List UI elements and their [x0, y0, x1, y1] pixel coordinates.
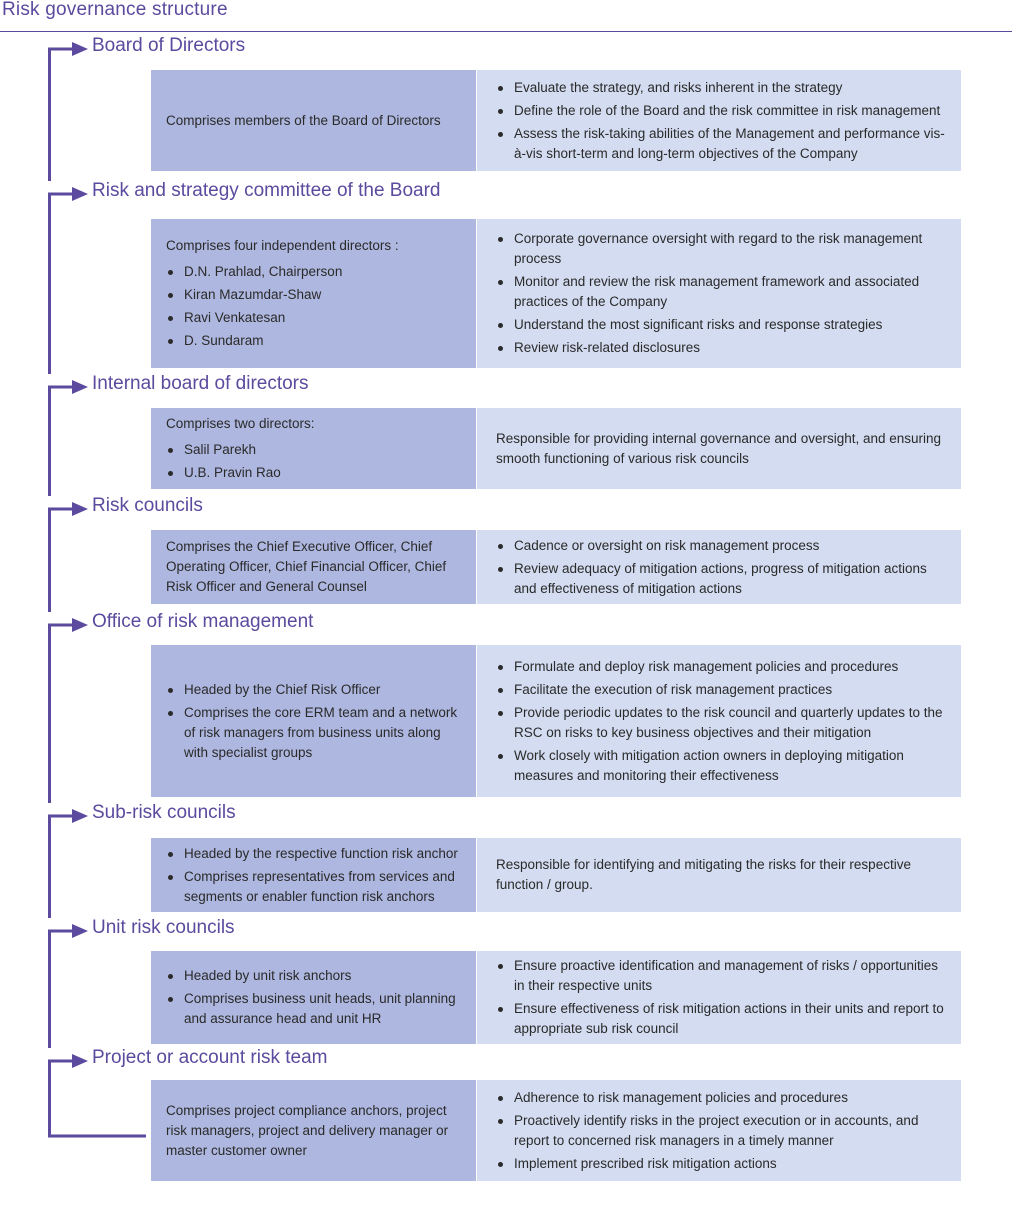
- responsibility-text: Responsible for providing internal governance and oversight, and ensuring smooth functioning of various risk councils: [496, 430, 942, 466]
- section-heading-office-of-risk-management: Office of risk management: [92, 611, 314, 632]
- responsibility-item: Cadence or oversight on risk management process: [496, 536, 947, 556]
- responsibilities-box-unit-risk-councils: [477, 951, 961, 1044]
- composition-intro: Comprises four independent directors :: [166, 237, 399, 253]
- section-heading-board-of-directors: Board of Directors: [92, 35, 246, 56]
- composition-item: Headed by the respective function risk anchor: [166, 844, 462, 864]
- responsibility-item: Provide periodic updates to the risk council and quarterly updates to the RSC on risks to key business objectives and their mitigation: [496, 703, 947, 743]
- responsibility-item: Corporate governance oversight with regard to the risk management process: [496, 229, 947, 269]
- section-heading-project-or-account-risk-team: Project or account risk team: [92, 1047, 328, 1068]
- responsibility-item: Review risk-related disclosures: [496, 338, 947, 358]
- responsibility-item: Assess the risk-taking abilities of the Management and performance vis-à-vis short-term and long-term objectives of the Company: [496, 124, 947, 164]
- responsibility-item: Adherence to risk management policies and procedures: [496, 1088, 947, 1108]
- composition-box-sub-risk-councils: [151, 838, 476, 912]
- responsibilities-box-office-of-risk-management: [477, 645, 961, 797]
- responsibilities-box-sub-risk-councils: [477, 838, 961, 912]
- connector-arrow: [48, 502, 88, 612]
- composition-item: Salil Parekh: [166, 440, 462, 460]
- connector-arrow: [48, 809, 88, 918]
- bullet-list: [166, 677, 462, 766]
- composition-text: Comprises project compliance anchors, project risk managers, project and delivery manager or master customer owner: [166, 1102, 449, 1158]
- responsibility-item: Review adequacy of mitigation actions, progress of mitigation actions and effectiveness of mitigation actions: [496, 559, 947, 599]
- composition-box-office-of-risk-management: [151, 645, 476, 797]
- composition-text: Comprises members of the Board of Directors: [166, 112, 441, 128]
- composition-item: Headed by unit risk anchors: [166, 966, 462, 986]
- responsibilities-box-risk-and-strategy-committee-of-the-board: [477, 219, 961, 368]
- section-heading-sub-risk-councils: Sub-risk councils: [92, 802, 236, 823]
- composition-box-internal-board-of-directors: [151, 408, 476, 489]
- composition-item: Comprises representatives from services and segments or enabler function risk anchors: [166, 867, 462, 907]
- responsibility-item: Define the role of the Board and the risk committee in risk management: [496, 101, 947, 121]
- composition-item: D.N. Prahlad, Chairperson: [166, 262, 462, 282]
- composition-item: Ravi Venkatesan: [166, 308, 462, 328]
- connector-arrow: [48, 187, 88, 374]
- bullet-list: [166, 437, 462, 486]
- bullet-list: [496, 75, 947, 167]
- responsibility-item: Proactively identify risks in the project execution or in accounts, and report to concerned risk managers in a timely manner: [496, 1111, 947, 1151]
- responsibilities-box-internal-board-of-directors: [477, 408, 961, 489]
- section-heading-risk-and-strategy-committee-of-the-board: Risk and strategy committee of the Board: [92, 180, 441, 201]
- responsibility-item: Ensure proactive identification and management of risks / opportunities in their respective units: [496, 956, 947, 996]
- composition-item: Comprises business unit heads, unit planning and assurance head and unit HR: [166, 989, 462, 1029]
- composition-item: Kiran Mazumdar-Shaw: [166, 285, 462, 305]
- responsibility-item: Formulate and deploy risk management policies and procedures: [496, 657, 947, 677]
- responsibility-item: Understand the most significant risks and response strategies: [496, 315, 947, 335]
- bullet-list: [496, 533, 947, 602]
- composition-box-project-or-account-risk-team: [151, 1080, 476, 1181]
- connector-arrow: [48, 618, 88, 803]
- section-heading-risk-councils: Risk councils: [92, 495, 203, 516]
- responsibilities-box-board-of-directors: [477, 70, 961, 171]
- bullet-list: [496, 953, 947, 1042]
- page-title: Risk governance structure: [2, 0, 228, 20]
- composition-box-unit-risk-councils: [151, 951, 476, 1044]
- composition-box-risk-councils: [151, 530, 476, 604]
- composition-item: Headed by the Chief Risk Officer: [166, 680, 462, 700]
- composition-item: U.B. Pravin Rao: [166, 463, 462, 483]
- bullet-list: [166, 259, 462, 354]
- bullet-list: [166, 841, 462, 910]
- connector-arrow: [48, 42, 88, 181]
- connector-arrow: [48, 924, 88, 1048]
- responsibilities-box-risk-councils: [477, 530, 961, 604]
- composition-box-board-of-directors: [151, 70, 476, 171]
- bullet-list: [496, 226, 947, 361]
- section-heading-unit-risk-councils: Unit risk councils: [92, 917, 235, 938]
- connector-arrow: [48, 1054, 88, 1137]
- responsibility-item: Monitor and review the risk management framework and associated practices of the Company: [496, 272, 947, 312]
- responsibility-item: Implement prescribed risk mitigation actions: [496, 1154, 947, 1174]
- composition-box-risk-and-strategy-committee-of-the-board: [151, 219, 476, 368]
- responsibility-text: Responsible for identifying and mitigating the risks for their respective function / group.: [496, 857, 911, 892]
- section-heading-internal-board-of-directors: Internal board of directors: [92, 373, 309, 394]
- bullet-list: [496, 654, 947, 789]
- connector-arrow: [48, 380, 88, 496]
- composition-item: Comprises the core ERM team and a network of risk managers from business units along with specialist groups: [166, 703, 462, 763]
- responsibility-item: Facilitate the execution of risk management practices: [496, 680, 947, 700]
- responsibility-item: Ensure effectiveness of risk mitigation actions in their units and report to appropriate sub risk council: [496, 999, 947, 1039]
- responsibilities-box-project-or-account-risk-team: [477, 1080, 961, 1181]
- composition-intro: Comprises two directors:: [166, 415, 315, 431]
- composition-item: D. Sundaram: [166, 331, 462, 351]
- responsibility-item: Work closely with mitigation action owners in deploying mitigation measures and monitoring their effectiveness: [496, 746, 947, 786]
- bullet-list: [166, 963, 462, 1032]
- composition-text: Comprises the Chief Executive Officer, Chief Operating Officer, Chief Financial Officer, Chief Risk Officer and General Counsel: [166, 539, 447, 594]
- bullet-list: [496, 1085, 947, 1177]
- responsibility-item: Evaluate the strategy, and risks inherent in the strategy: [496, 78, 947, 98]
